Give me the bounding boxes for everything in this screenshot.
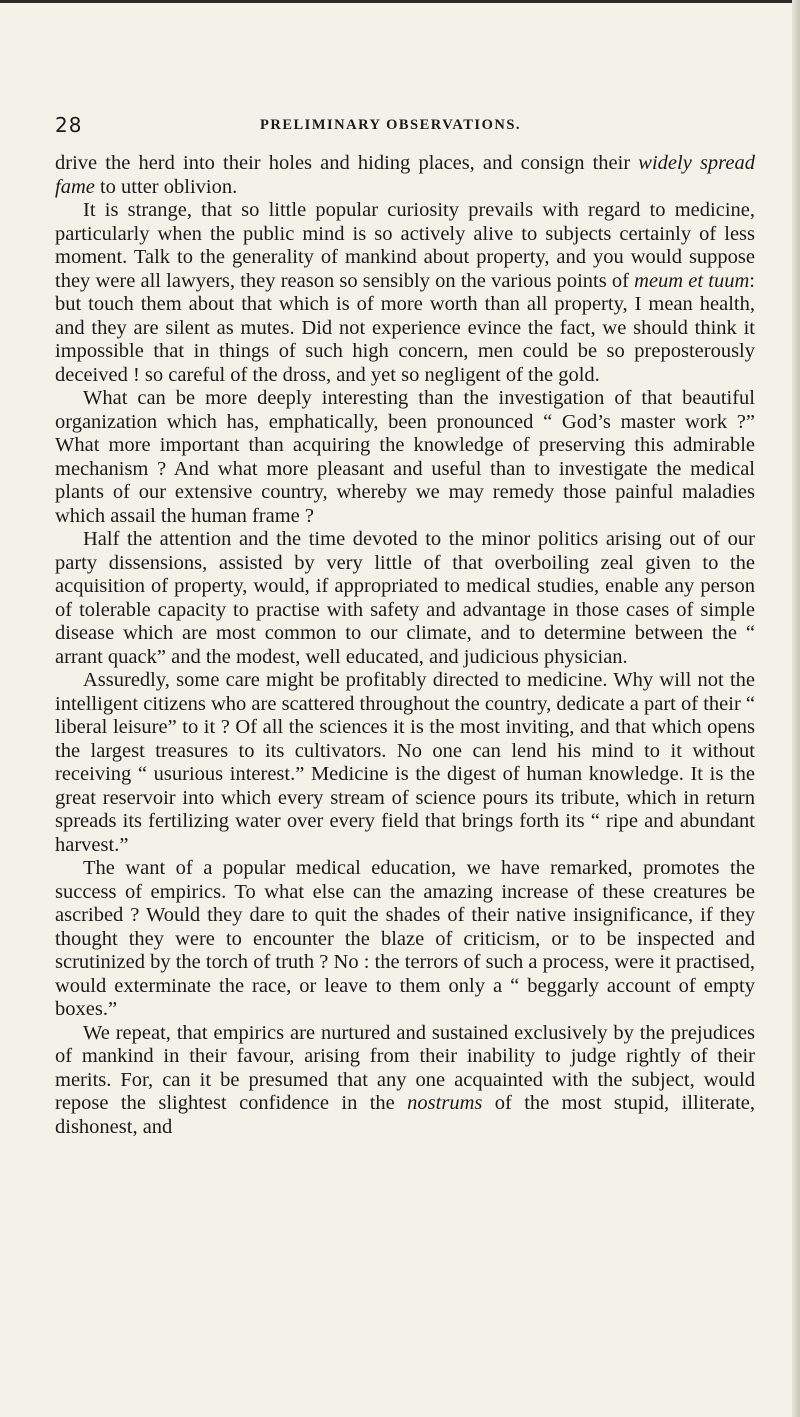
paragraph-2 [55, 199, 755, 387]
page-number: 28 [55, 113, 83, 137]
text-span: We repeat, that empirics are nurtured and sustained exclusively by the prejudices of mankind in their favour, arising from their inability to judge rightly of their merits. For, can it be presumed that any one acquainted with the subject, would repose the slightest confidence in the [55, 1021, 755, 1114]
text-span: : but touch them about that which is of more worth than all property, I mean health, and they are silent as mutes. Did not experience evince the fact, we should think it impossible that in things of such high concern, men could be so preposterously deceived ! so careful of the dross, and yet so negligent of the gold. [55, 269, 755, 386]
paragraph-3 [55, 387, 755, 528]
italic-phrase: nostrums [407, 1092, 483, 1114]
paragraph-1 [55, 152, 755, 199]
running-head: PRELIMINARY OBSERVATIONS. [260, 117, 522, 133]
italic-phrase: meum et tuum [634, 269, 750, 292]
body-text [55, 152, 755, 1139]
text-span: to utter oblivion. [94, 175, 238, 198]
paragraph-4 [55, 528, 755, 669]
text-span: Assuredly, some care might be profitably directed to medicine. Why will not the intelligent citizens who are scattered throughout the country, dedicate a part of their “ liberal leisure” to it ? Of all the sciences it is the most inviting, and that which opens the largest treasures to its cultivators. No one can lend his mind to it without receiving “ usurious interest.” Medicine is the digest of human knowledge. It is the great reservoir into which every stream of science pours its tribute, which in return spreads its fertilizing water over every field that brings forth its “ ripe and abundant harvest.” [55, 669, 755, 856]
italic-phrase: widely spread fame [55, 152, 755, 198]
text-span: What can be more deeply interesting than the investigation of that beautiful organization which has, emphatically, been pronounced “ God’s master work ?” What more important than acquiring the knowledge of preserving this admirable mechanism ? And what more pleasant and useful than to investigate the medical plants of our extensive country, whereby we may remedy those painful maladies which assail the human frame ? [55, 387, 755, 527]
text-span: of the most stupid, illiterate, dishonest, and [55, 1092, 755, 1138]
paragraph-5 [55, 669, 755, 857]
page-edge-shadow [792, 0, 800, 1417]
page-header [55, 113, 755, 137]
page-top-border [0, 0, 800, 3]
paragraph-7 [55, 1022, 755, 1140]
text-span: Half the attention and the time devoted to the minor politics arising out of our party dissensions, assisted by very little of that overboiling zeal given to the acquisition of property, would, if appropriated to medical studies, enable any person of tolerable capacity to practise with safety and advantage in those cases of simple disease which are most common to our climate, and to determine between the “ arrant quack” and the modest, well educated, and judicious physician. [55, 528, 755, 668]
paragraph-6 [55, 857, 755, 1022]
text-span: drive the herd into their holes and hiding places, and consign their [55, 152, 639, 174]
text-span: It is strange, that so little popular curiosity prevails with regard to medicine, particularly when the public mind is so actively alive to subjects certainly of less moment. Talk to the generality of mankind about property, and you would suppose they were all lawyers, they reason so sensibly on the various points of [55, 199, 755, 292]
text-span: The want of a popular medical education, we have remarked, promotes the success of empirics. To what else can the amazing increase of these creatures be ascribed ? Would they dare to quit the shades of their native insignificance, if they thought they were to encounter the blaze of criticism, or to be inspected and scrutinized by the torch of truth ? No : the terrors of such a process, were it practised, would exterminate the race, or leave to them only a “ beggarly account of empty boxes.” [55, 857, 755, 1020]
